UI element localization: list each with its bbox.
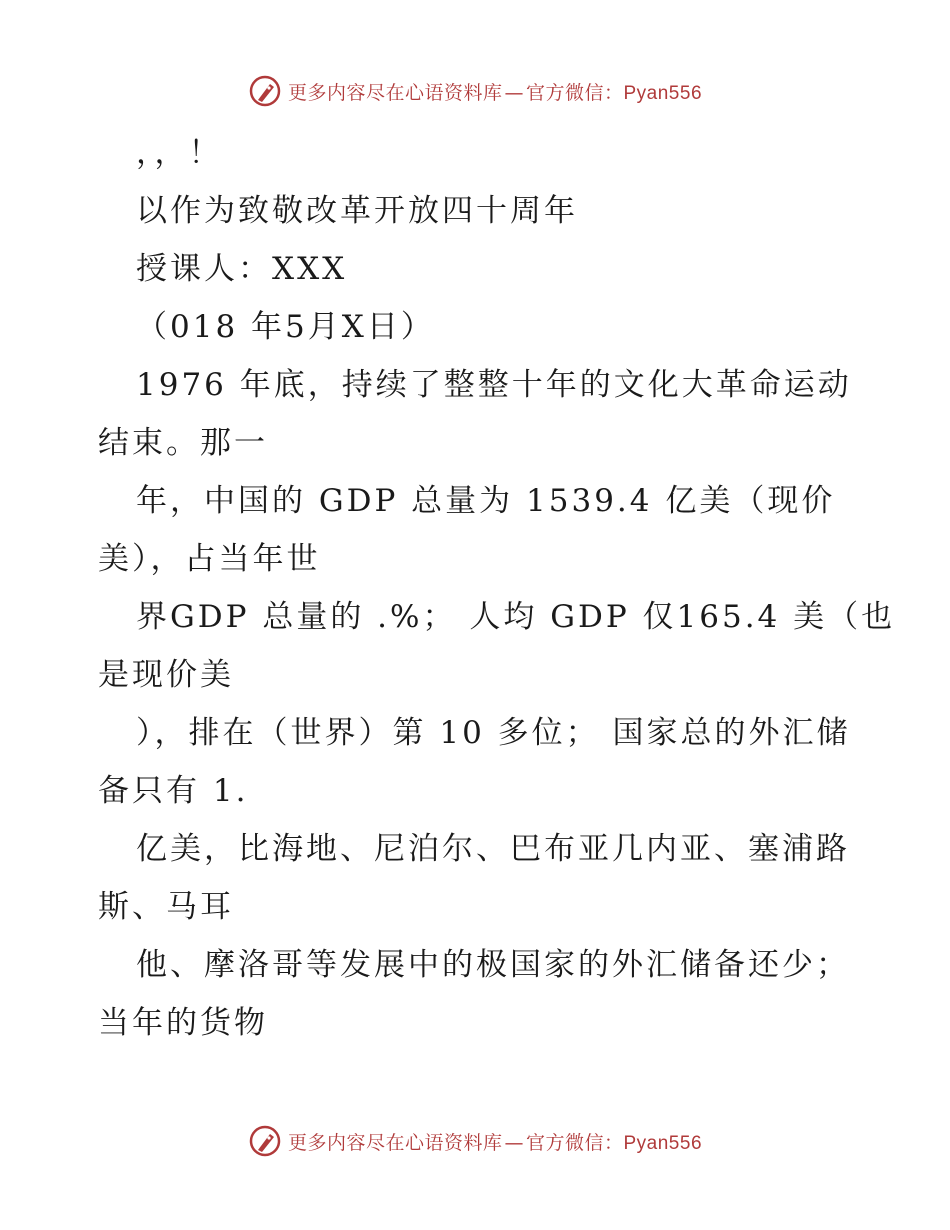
text-line: ，，！ [136, 135, 223, 171]
watermark-suffix: 官方微信： [525, 81, 624, 104]
text-line: ），排在（世界）第 10 多位； 国家总的外汇储 [136, 715, 851, 751]
pen-nib-circle-icon [248, 1124, 282, 1158]
text-line: 他、摩洛哥等发展中的极国家的外汇储备还少； [136, 947, 850, 983]
document-body [98, 124, 896, 1052]
text-line: （018 年5月X日） [136, 309, 435, 345]
text-line: 备只有 1. [98, 773, 249, 809]
text-line: 年，中国的 GDP 总量为 1539.4 亿美（现价 [136, 483, 836, 519]
text-line: 美），占当年世 [98, 541, 321, 577]
watermark-text: 更多内容尽在心语资料库 [287, 81, 503, 104]
text-line: 当年的货物 [98, 1005, 268, 1041]
pen-nib-circle-icon [248, 74, 282, 108]
text-line: 界GDP 总量的 .%； 人均 GDP 仅165.4 美（也 [136, 599, 896, 635]
footer-watermark [0, 1124, 950, 1158]
watermark-wechat-id: Pyan556 [623, 1132, 703, 1154]
text-line: 结束。那一 [98, 425, 268, 461]
text-line: 1976 年底，持续了整整十年的文化大革命运动 [136, 367, 852, 403]
text-line: 是现价美 [98, 657, 234, 693]
text-line: 亿美，比海地、尼泊尔、巴布亚几内亚、塞浦路 [136, 831, 850, 867]
watermark-dash: — [504, 81, 524, 104]
text-line: 以作为致敬改革开放四十周年 [136, 193, 578, 229]
header-watermark [0, 74, 950, 108]
watermark-dash: — [504, 1131, 524, 1154]
text-line: 斯、马耳 [98, 889, 234, 925]
watermark-text: 更多内容尽在心语资料库 [287, 1131, 503, 1154]
watermark-suffix: 官方微信： [525, 1131, 624, 1154]
text-line: 授课人：XXX [136, 251, 348, 287]
watermark-wechat-id: Pyan556 [623, 82, 703, 104]
